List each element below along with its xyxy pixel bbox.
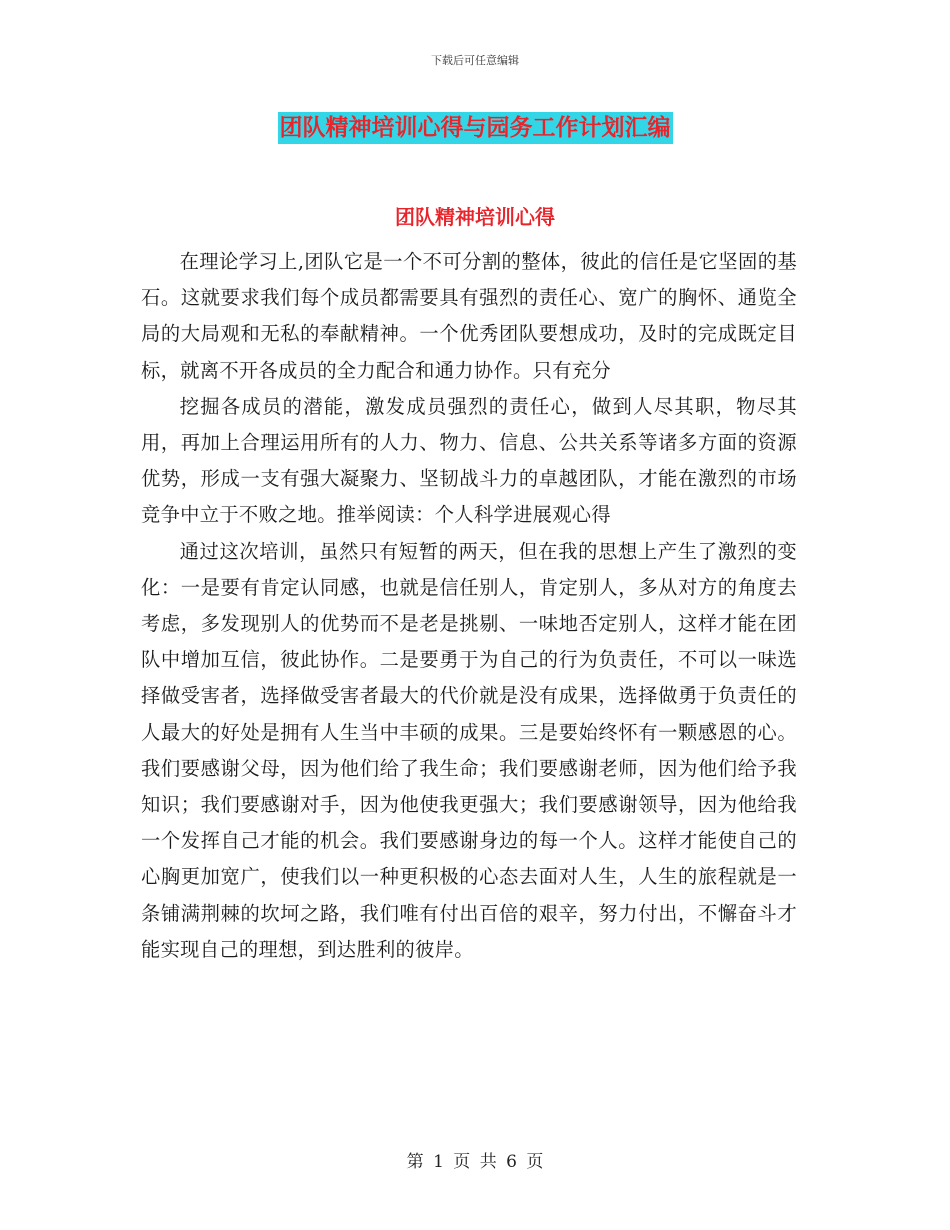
document-body	[141, 244, 797, 968]
section-title: 团队精神培训心得	[395, 205, 555, 229]
document-title: 团队精神培训心得与园务工作计划汇编	[278, 112, 673, 144]
body-paragraph-3: 通过这次培训，虽然只有短暂的两天，但在我的思想上产生了激烈的变化：一是要有肯定认同感，也就是信任别人，肯定别人，多从对方的角度去考虑，多发现别人的优势而不是老是挑剔、一味地否定别人，这样才能在团队中增加互信，彼此协作。二是要勇于为自己的行为负责任，不可以一味选择做受害者，选择做受害者最大的代价就是没有成果，选择做勇于负责任的人最大的好处是拥有人生当中丰硕的成果。三是要始终怀有一颗感恩的心。我们要感谢父母，因为他们给了我生命；我们要感谢老师，因为他们给予我知识；我们要感谢对手，因为他使我更强大；我们要感谢领导，因为他给我一个发挥自己才能的机会。我们要感谢身边的每一个人。这样才能使自己的心胸更加宽广，使我们以一种更积极的心态去面对人生，人生的旅程就是一条铺满荆棘的坎坷之路，我们唯有付出百倍的艰辛，努力付出，不懈奋斗才能实现自己的理想，到达胜利的彼岸。	[141, 539, 797, 961]
body-paragraph-2: 挖掘各成员的潜能，激发成员强烈的责任心，做到人尽其职，物尽其用，再加上合理运用所有的人力、物力、信息、公共关系等诸多方面的资源优势，形成一支有强大凝聚力、坚韧战斗力的卓越团队，才能在激烈的市场竞争中立于不败之地。推举阅读：个人科学进展观心得	[141, 394, 797, 527]
body-paragraph-1: 在理论学习上,团队它是一个不可分割的整体，彼此的信任是它坚固的基石。这就要求我们每个成员都需要具有强烈的责任心、宽广的胸怀、通览全局的大局观和无私的奉献精神。一个优秀团队要想成功，及时的完成既定目标，就离不开各成员的全力配合和通力协作。只有充分	[141, 250, 797, 382]
page-header-note: 下载后可任意编辑	[431, 54, 519, 67]
document-title-container	[0, 112, 950, 144]
page-number-footer: 第 1 页 共 6 页	[406, 1152, 544, 1172]
